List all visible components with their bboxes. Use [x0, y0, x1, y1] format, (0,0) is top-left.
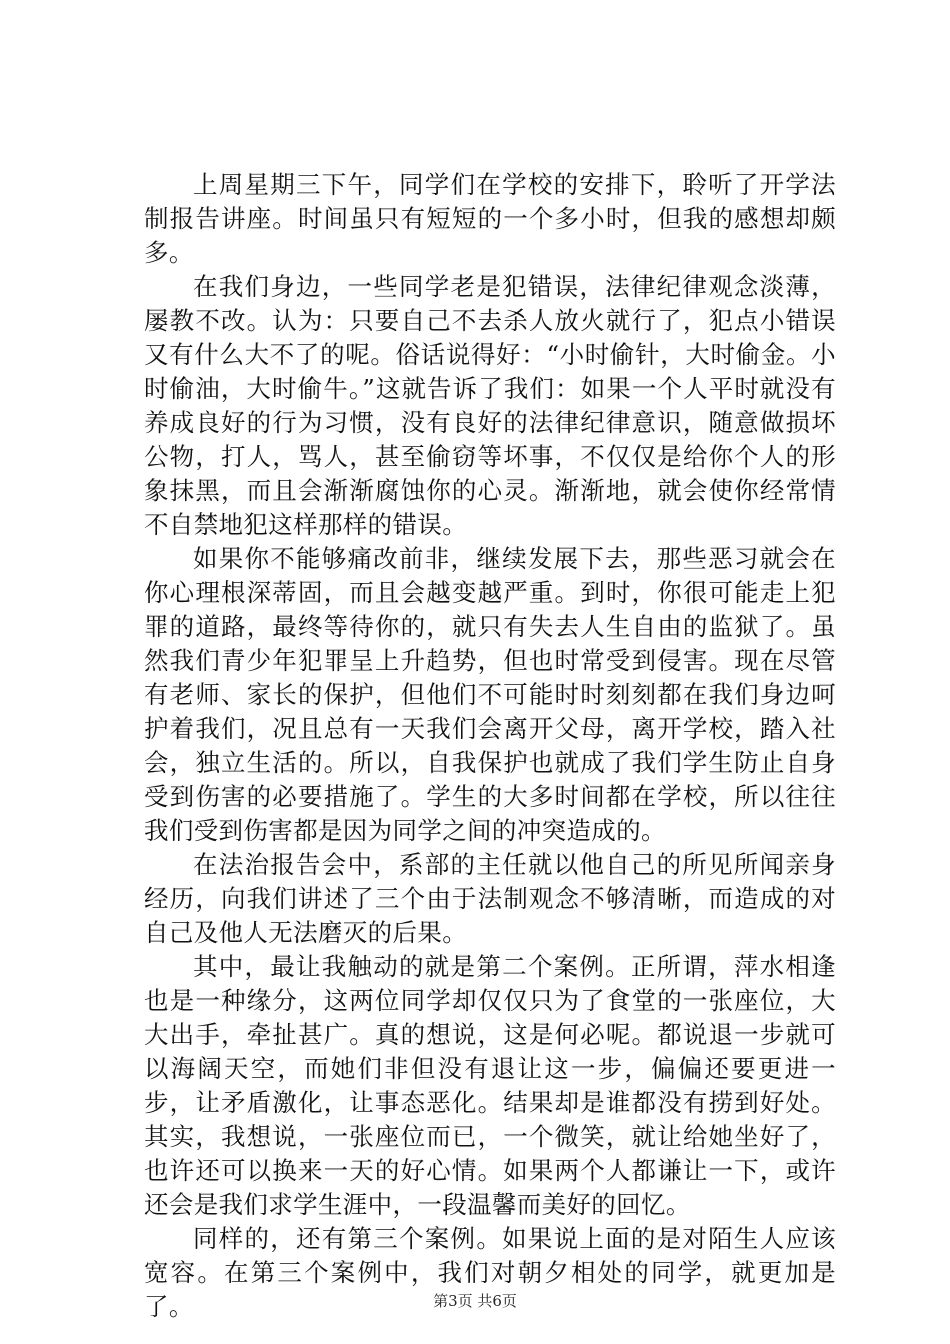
paragraph-1: 上周星期三下午，同学们在学校的安排下，聆听了开学法制报告讲座。时间虽只有短短的一个多小时，但我的感想却颇多。: [144, 170, 836, 267]
paragraph-6: 同样的，还有第三个案例。如果说上面的是对陌生人应该宽容。在第三个案例中，我们对朝夕相处的同学，就更加是了。: [144, 1224, 836, 1321]
paragraph-4: 在法治报告会中，系部的主任就以他自己的所见所闻亲身经历，向我们讲述了三个由于法制观念不够清晰，而造成的对自己及他人无法磨灭的后果。: [144, 850, 836, 947]
paragraph-5: 其中，最让我触动的就是第二个案例。正所谓，萍水相逢也是一种缘分，这两位同学却仅仅只为了食堂的一张座位，大大出手，牵扯甚广。真的想说，这是何必呢。都说退一步就可以海阔天空，而她们非但没有退让这一步，偏偏还要更进一步，让矛盾激化，让事态恶化。结果却是谁都没有捞到好处。其实，我想说，一张座位而已，一个微笑，就让给她坐好了，也许还可以换来一天的好心情。如果两个人都谦让一下，或许还会是我们求学生涯中，一段温馨而美好的回忆。: [144, 952, 836, 1219]
paragraph-3: 如果你不能够痛改前非，继续发展下去，那些恶习就会在你心理根深蒂固，而且会越变越严重。到时，你很可能走上犯罪的道路，最终等待你的，就只有失去人生自由的监狱了。虽然我们青少年犯罪呈上升趋势，但也时常受到侵害。现在尽管有老师、家长的保护，但他们不可能时时刻刻都在我们身边呵护着我们，况且总有一天我们会离开父母，离开学校，踏入社会，独立生活的。所以，自我保护也就成了我们学生防止自身受到伤害的必要措施了。学生的大多时间都在学校，所以往往我们受到伤害都是因为同学之间的冲突造成的。: [144, 544, 836, 845]
page-footer: 第3页 共6页: [433, 1292, 517, 1310]
document-body: [144, 168, 836, 1324]
paragraph-2: 在我们身边，一些同学老是犯错误，法律纪律观念淡薄，屡教不改。认为：只要自己不去杀人放火就行了，犯点小错误又有什么大不了的呢。俗话说得好：“小时偷针，大时偷金。小时偷油，大时偷牛。”这就告诉了我们：如果一个人平时就没有养成良好的行为习惯，没有良好的法律纪律意识，随意做损坏公物，打人，骂人，甚至偷窃等坏事，不仅仅是给你个人的形象抹黑，而且会渐渐腐蚀你的心灵。渐渐地，就会使你经常情不自禁地犯这样那样的错误。: [144, 272, 836, 539]
